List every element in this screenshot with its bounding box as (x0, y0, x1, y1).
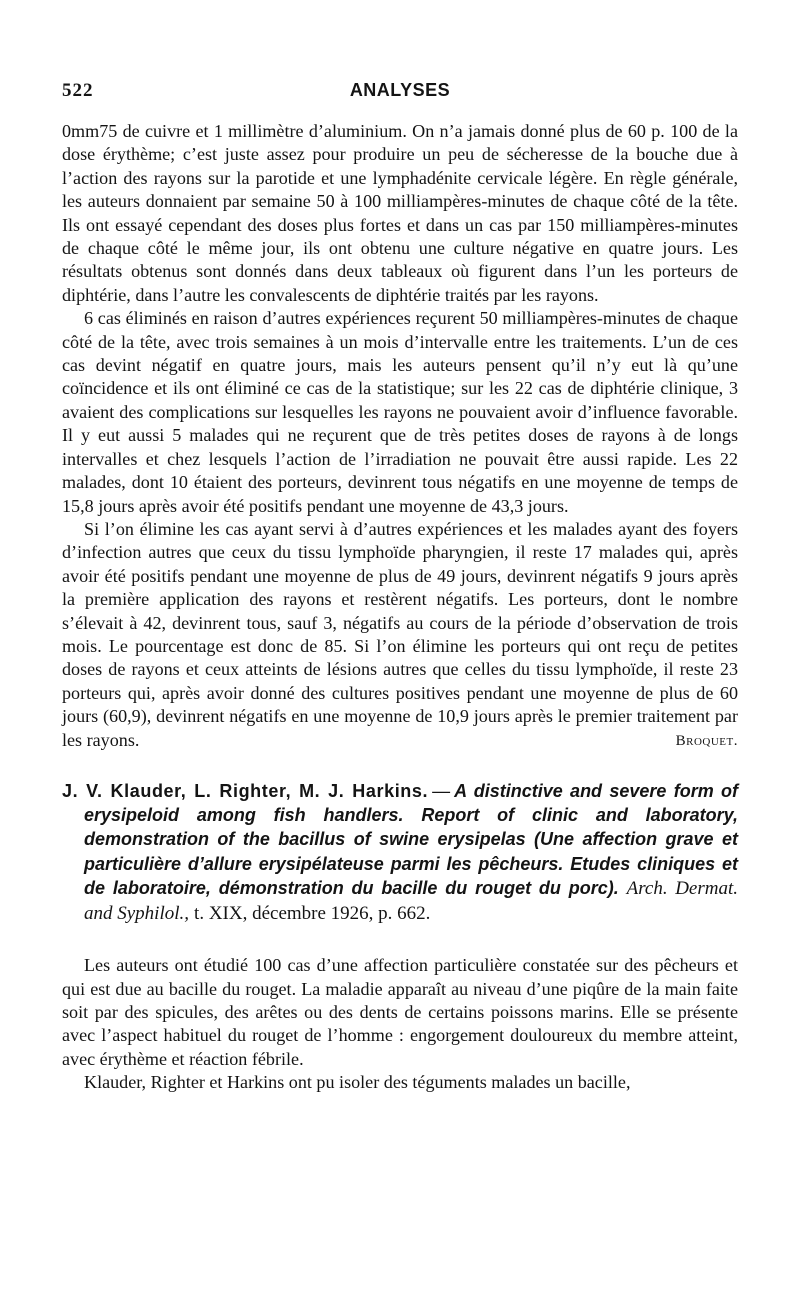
body-paragraph-3-block (62, 518, 738, 753)
review-section (62, 954, 738, 1094)
body-paragraph-2: 6 cas éliminés en raison d’autres expériences reçurent 50 milliampères-minutes de chaque côté de la tête, avec trois semaines à un mois d’intervalle entre les traitements. L’un de ces cas devint négatif en quatre jours, mais les auteurs pensent qu’il n’y eut là qu’une coïncidence et ils ont éliminé ce cas de la statistique; sur les 22 cas de diphtérie clinique, 3 avaient des complications sur lesquelles les rayons ne pouvaient avoir d’influence favorable. Il y eut aussi 5 malades qui ne reçurent que de très petites doses de rayons à de longs intervalles et chez lesquels l’action de l’irradiation ne pouvait être aussi rapide. Les 22 malades, dont 10 étaient des porteurs, devinrent tous négatifs en une moyenne de temps de 15,8 jours après avoir été positifs pendant une moyenne de 43,3 jours. (62, 308, 738, 516)
body-paragraph-3 (62, 518, 738, 752)
running-title: ANALYSES (349, 80, 451, 100)
reference-dash: — (432, 780, 451, 801)
reviewer-signature: Broquet. (675, 732, 738, 749)
body-paragraph-1: 0mm75 de cuivre et 1 millimètre d’aluminium. On n’a jamais donné plus de 60 p. 100 de la dose érythème; c’est juste assez pour produire un peu de sécheresse de la bouche due à l’action des rayons sur la parotide et une lymphadénite cervicale légère. En règle générale, les auteurs donnaient par semaine 50 à 100 milliampères-minutes de chaque côté de la tête. Ils ont essayé cependant des doses plus fortes et dans un cas par 150 milliampères-minutes de chaque côté le même jour, ils ont obtenu une culture négative en quatre jours. Les résultats obtenus sont donnés dans deux tableaux où figurent dans l’un les porteurs de diphtérie, dans l’autre les convalescents de diphtérie traités par les rayons. (62, 121, 738, 305)
page-number: 522 (62, 80, 94, 101)
bibliographic-reference (62, 779, 738, 926)
review-paragraph-2: Klauder, Righter et Harkins ont pu isoler des téguments malades un bacille, (84, 1072, 631, 1093)
review-paragraph-1: Les auteurs ont étudié 100 cas d’une affection particulière constatée sur des pêcheurs et qui est due au bacille du rouget. La maladie apparaît au niveau d’une piqûre de la main faite soit par des spicules, des arêtes ou des dents de certains poissons marins. Elle se présente avec l’aspect habituel du rouget de l’homme : engorgement douloureux du membre atteint, avec érythème et réaction fébrile. (62, 955, 738, 1069)
reference-title: A distinctive and severe form of erysipeloid among fish handlers. Report of clinic and laboratory, demonstration of the bacillus of swine erysipelas (Une affection grave et particulière d’allure erysipélateuse parmi les pêcheurs. Etudes cliniques et de laboratoire, démonstration du bacille du rouget du porc). (84, 780, 738, 898)
reference-authors: J. V. Klauder, L. Righter, M. J. Harkins. (62, 780, 429, 801)
journal-page (62, 78, 738, 1095)
reference-journal: Arch. Dermat. and Syphilol., (84, 877, 738, 924)
body-paragraph-3-text: Si l’on élimine les cas ayant servi à d’autres expériences et les malades ayant des foyers d’infection autres que ceux du tissu lymphoïde pharyngien, il reste 17 malades qui, après avoir été positifs pendant une moyenne de plus de 49 jours, devinrent négatifs 9 jours après la première application des rayons et restèrent négatifs. Les porteurs, dont le nombre s’élevait à 42, devinrent tous, sauf 3, négatifs au cours de la période d’observation de trois mois. Le pourcentage est donc de 85. Si l’on élimine les porteurs qui ont reçu de petites doses de rayons et ceux atteints de lésions autres que celles du tissu lymphoïde, il reste 23 porteurs qui, après avoir donné des cultures positives pendant une moyenne de plus de 60 jours (60,9), devinrent négatifs en une moyenne de 10,9 jours après le premier traitement par les rayons. (62, 518, 738, 750)
reference-details: t. XIX, décembre 1926, p. 662. (194, 902, 431, 924)
page-header (62, 78, 738, 114)
